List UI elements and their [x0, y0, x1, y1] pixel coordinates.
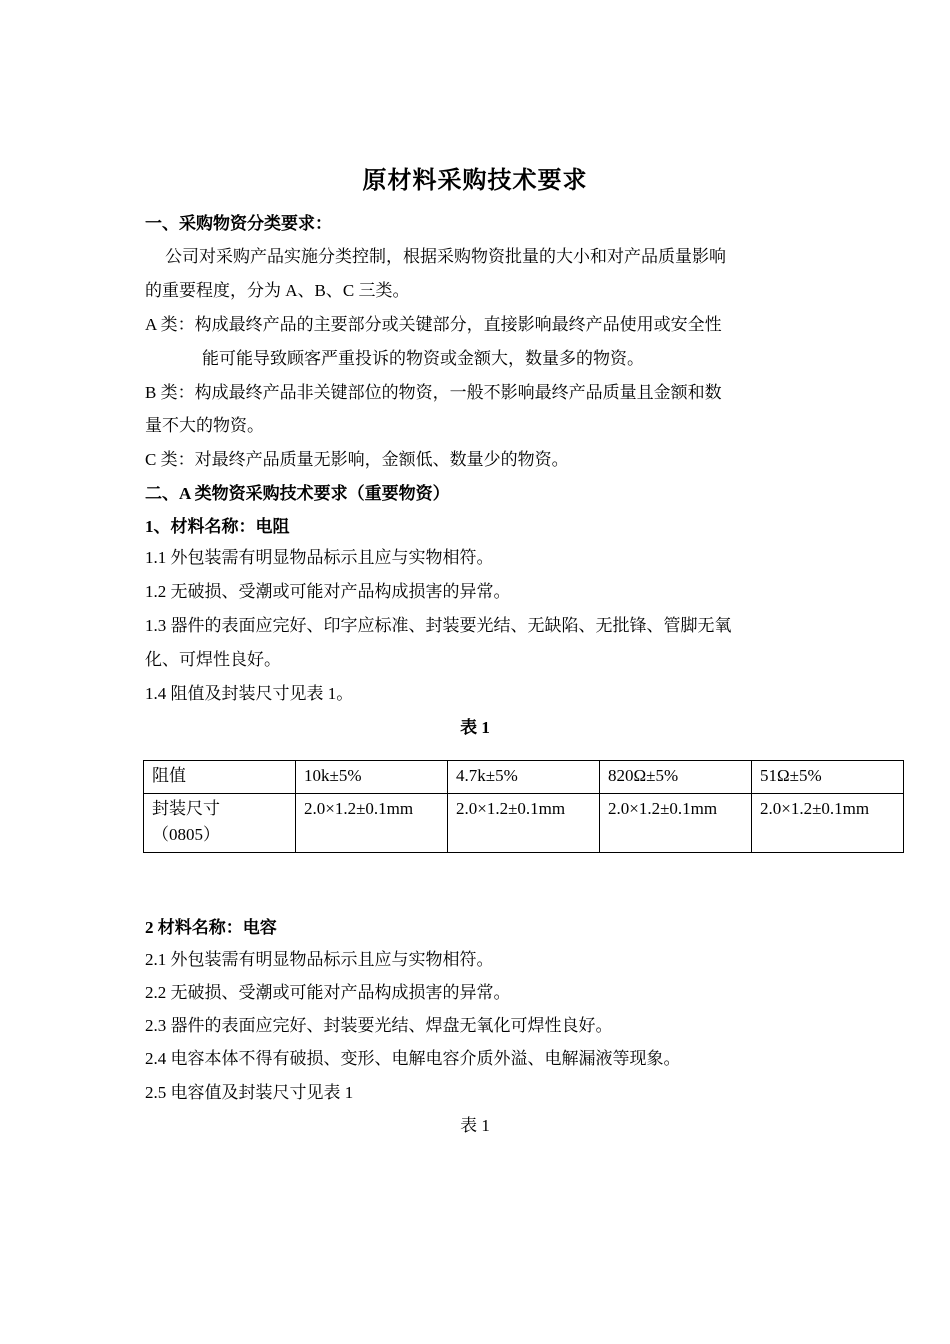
section-1-paragraph-line-2: 的重要程度，分为 A、B、C 三类。: [145, 281, 410, 300]
class-a-line-2: 能可能导致顾客严重投诉的物资或金额大，数量多的物资。: [202, 349, 644, 368]
section-1-heading: 一、采购物资分类要求：: [145, 214, 332, 233]
material-1-heading: 1、材料名称：电阻: [145, 517, 290, 536]
table-cell: 2.0×1.2±0.1mm: [600, 794, 752, 853]
material-1-item-3-line-1: 1.3 器件的表面应完好、印字应标准、封装要光结、无缺陷、无批锋、管脚无氧: [145, 616, 732, 635]
material-1-item-2: 1.2 无破损、受潮或可能对产品构成损害的异常。: [145, 582, 511, 601]
class-a-line-1: A 类：构成最终产品的主要部分或关键部分，直接影响最终产品使用或安全性: [145, 315, 722, 334]
table-cell: [144, 794, 296, 853]
section-2-heading: 二、A 类物资采购技术要求（重要物资）: [145, 484, 450, 503]
resistor-spec-table: [143, 760, 904, 853]
table-cell: 820Ω±5%: [600, 761, 752, 794]
table-cell: 2.0×1.2±0.1mm: [448, 794, 600, 853]
material-2-item-4: 2.4 电容本体不得有破损、变形、电解电容介质外溢、电解漏液等现象。: [145, 1049, 681, 1068]
class-c-line: C 类：对最终产品质量无影响，金额低、数量少的物资。: [145, 450, 569, 469]
material-2-heading: 2 材料名称：电容: [145, 918, 277, 937]
page-title: 原材料采购技术要求: [362, 168, 588, 194]
table-row: [144, 761, 904, 794]
table-row: [144, 794, 904, 853]
material-1-item-3-line-2: 化、可焊性良好。: [145, 650, 281, 669]
table-1-caption: 表 1: [460, 718, 490, 737]
material-1-item-1: 1.1 外包装需有明显物品标示且应与实物相符。: [145, 548, 494, 567]
table-cell: 阻值: [144, 761, 296, 794]
table-cell: 10k±5%: [296, 761, 448, 794]
class-b-line-1: B 类：构成最终产品非关键部位的物资，一般不影响最终产品质量且金额和数: [145, 383, 722, 402]
row-header-line-2: （0805）: [152, 825, 220, 844]
table-cell: 2.0×1.2±0.1mm: [752, 794, 904, 853]
material-2-item-1: 2.1 外包装需有明显物品标示且应与实物相符。: [145, 950, 494, 969]
material-2-item-2: 2.2 无破损、受潮或可能对产品构成损害的异常。: [145, 983, 511, 1002]
row-header-line-1: 封装尺寸: [152, 799, 220, 818]
table-cell: 4.7k±5%: [448, 761, 600, 794]
section-1-paragraph-line-1: 公司对采购产品实施分类控制，根据采购物资批量的大小和对产品质量影响: [165, 247, 726, 266]
material-1-item-4: 1.4 阻值及封装尺寸见表 1。: [145, 684, 354, 703]
table-2-caption: 表 1: [460, 1116, 490, 1135]
material-2-item-3: 2.3 器件的表面应完好、封装要光结、焊盘无氧化可焊性良好。: [145, 1016, 613, 1035]
material-2-item-5: 2.5 电容值及封装尺寸见表 1: [145, 1083, 354, 1102]
class-b-line-2: 量不大的物资。: [145, 416, 264, 435]
table-cell: 51Ω±5%: [752, 761, 904, 794]
table-cell: 2.0×1.2±0.1mm: [296, 794, 448, 853]
